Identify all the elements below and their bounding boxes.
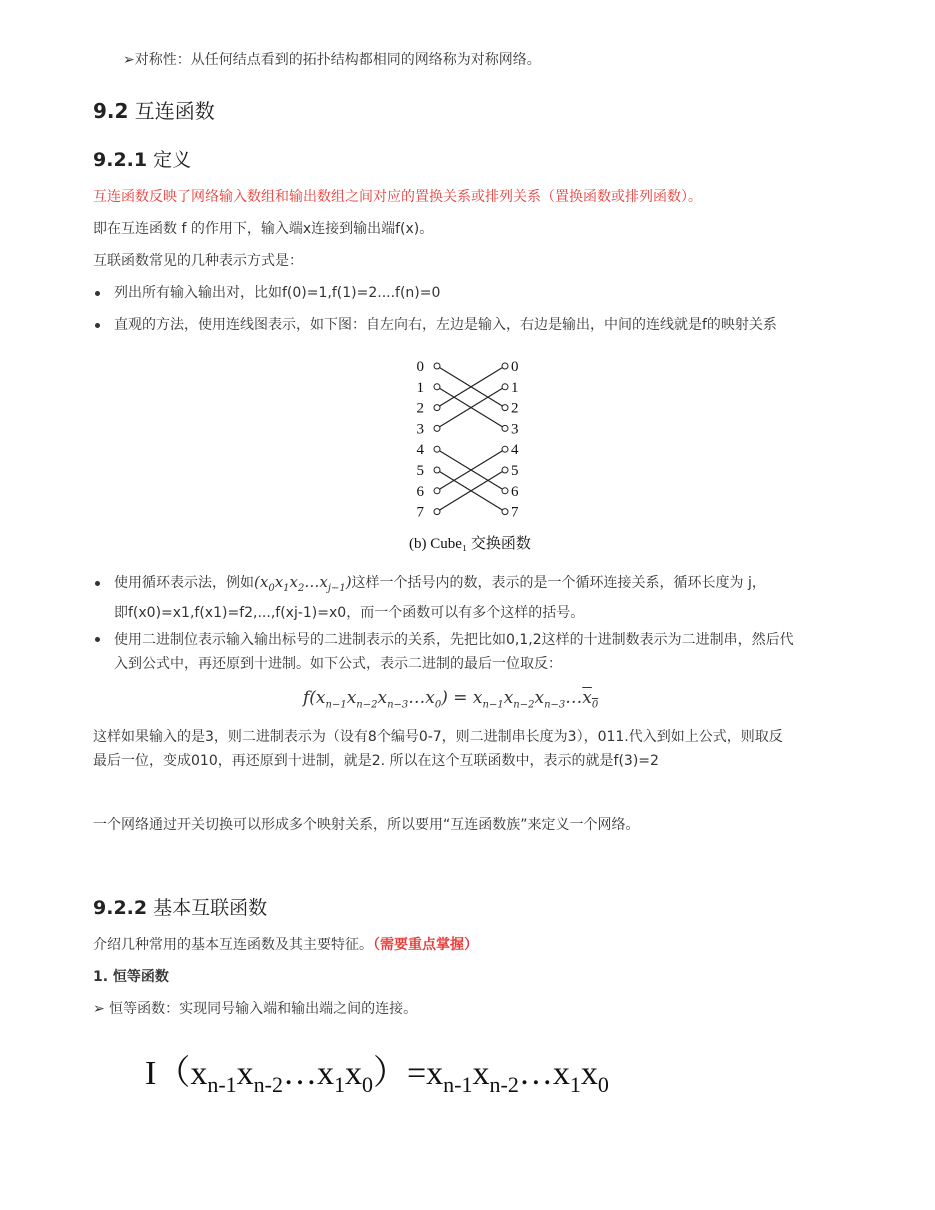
identity-formula: $I(x_{n-1}x_{n-2}\dots x_1x_0)=x_{n-1}x_{n-2}\dots x_1x_0$	[145, 1055, 609, 1097]
input-node	[434, 488, 440, 494]
output-node	[502, 509, 508, 515]
output-label: 0	[511, 359, 519, 375]
cube1-exchange-diagram	[300, 352, 560, 560]
bullet-dot	[95, 581, 100, 586]
output-label: 4	[511, 442, 519, 459]
input-node	[434, 425, 440, 431]
input-node	[434, 405, 440, 411]
input-label: 4	[416, 442, 424, 459]
cycle-notation: $(x_0x_1x_2\dots x_{j-1})$	[254, 573, 352, 594]
definition-text: 即在互连函数 f 的作用下，输入端x连接到输出端f(x)。	[93, 221, 434, 237]
bullet-dot	[95, 323, 100, 328]
bullet-1-text: 列出所有输入输出对，比如f(0)=1,f(1)=2....f(n)=0	[114, 285, 441, 301]
bullet-dot	[95, 637, 100, 642]
input-node	[434, 363, 440, 369]
input-label: 7	[416, 504, 424, 521]
output-node	[502, 446, 508, 452]
input-label: 6	[416, 483, 424, 500]
basic-functions-intro: 介绍几种常用的基本互连函数及其主要特征。（需要重点掌握）	[93, 937, 478, 953]
identity-function-title: 1. 恒等函数	[93, 969, 169, 985]
section-9-2-heading: 9.2 互连函数	[93, 99, 215, 123]
figure-caption: (b) Cube₁ 交换函数	[409, 536, 531, 552]
identity-function-desc: ➢ 恒等函数：实现同号输入端和输出端之间的连接。	[93, 1001, 418, 1017]
representation-intro: 互联函数常见的几种表示方式是：	[93, 253, 303, 269]
input-label: 3	[416, 421, 424, 438]
definition-red-text: 互连函数反映了网络输入数组和输出数组之间对应的置换关系或排列关系（置换函数或排列函数）。	[93, 189, 702, 205]
output-node	[502, 363, 508, 369]
bullet-3-text: 使用循环表示法，例如$(x_0x_1x_2\dots x_{j-1})$这样一个括号内的数，表示的是一个循环连接关系，循环长度为 j， 即f(x0)=x1,f(x1)=f2,...,f(xj-1)=x0，而一个函数可以有多个这样的括号。	[114, 573, 766, 621]
input-label: 1	[416, 379, 424, 396]
input-node	[434, 509, 440, 515]
output-label: 3	[511, 421, 519, 438]
symmetry-line: ➢对称性：从任何结点看到的拓扑结构都相同的网络称为对称网络。	[123, 52, 541, 68]
bullet-2-text: 直观的方法，使用连线图表示，如下图：自左向右，左边是输入，右边是输出，中间的连线就是f的映射关系	[114, 317, 777, 333]
output-node	[502, 384, 508, 390]
output-node	[502, 425, 508, 431]
output-node	[502, 405, 508, 411]
section-9-2-2-heading: 9.2.2 基本互联函数	[93, 897, 268, 919]
output-node	[502, 488, 508, 494]
output-label: 6	[511, 483, 519, 500]
input-node	[434, 384, 440, 390]
output-label: 2	[511, 400, 519, 417]
output-label: 1	[511, 379, 519, 396]
bullet-4-text: 使用二进制位表示输入输出标号的二进制表示的关系，先把比如0,1,2这样的十进制数表示为二进制串，然后代 入到公式中，再还原到十进制。如下公式，表示二进制的最后一位取反：	[114, 632, 794, 672]
section-9-2-1-heading: 9.2.1 定义	[93, 149, 192, 171]
example-text: 这样如果输入的是3，则二进制表示为（设有8个编号0-7，则二进制串长度为3），011.代入到如上公式，则取反 最后一位，变成010，再还原到十进制，就是2. 所以在这个互联函数中，表示的就是f(3)=2	[93, 729, 783, 769]
output-label: 7	[511, 504, 519, 521]
input-label: 0	[416, 359, 424, 375]
input-label: 5	[416, 463, 424, 479]
output-label: 5	[511, 463, 519, 479]
input-label: 2	[416, 400, 424, 417]
complement-formula: $f(x_{n-1}x_{n-2}x_{n-3}\dots x_0)$ = $x_{n-1}x_{n-2}x_{n-3}\dots x_0$	[303, 688, 599, 711]
bullet-dot	[95, 291, 100, 296]
input-node	[434, 467, 440, 473]
family-text: 一个网络通过开关切换可以形成多个映射关系，所以要用“互连函数族”来定义一个网络。	[93, 817, 640, 833]
input-node	[434, 446, 440, 452]
output-node	[502, 467, 508, 473]
